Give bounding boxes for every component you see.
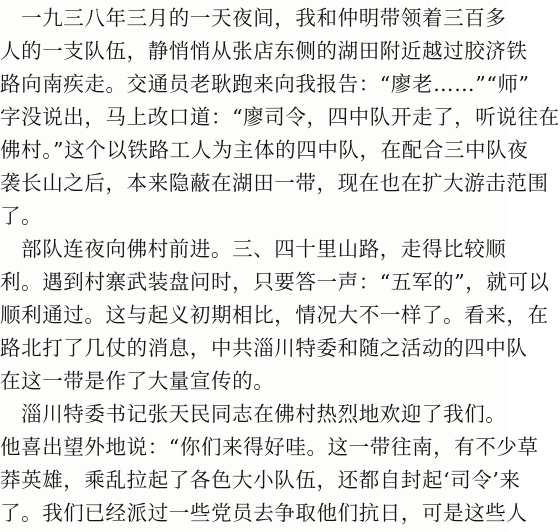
text-line-4: 字没说出，马上改口道：“廖司令，四中队开走了，听说往在 [0, 105, 560, 129]
text-line-8: 部队连夜向佛村前进。三、四十里山路，走得比较顺 [0, 237, 507, 261]
text-line-6: 袭长山之后，本来隐蔽在湖田一带，现在也在扩大游击范围 [0, 171, 549, 195]
text-line-16: 了。我们已经派过一些党员去争取他们抗日，可是这些人 [0, 501, 528, 525]
text-line-14: 他喜出望外地说：“你们来得好哇。这一带往南，有不少草 [0, 435, 539, 459]
text-line-10: 顺利通过。这与起义初期相比，情况大不一样了。看来，在 [0, 303, 549, 327]
text-line-12: 在这一带是作了大量宣传的。 [0, 369, 275, 393]
text-line-9: 利。遇到村寨武装盘问时，只要答一声：“五军的”，就可以 [0, 270, 550, 294]
text-line-15: 莽英雄，乘乱拉起了各色大小队伍，还都自封起‘司令’来 [0, 468, 521, 492]
text-line-7: 了。 [0, 204, 43, 228]
text-line-2: 人的一支队伍，静悄悄从张店东侧的湖田附近越过胶济铁 [0, 39, 528, 63]
text-line-11: 路北打了几仗的消息，中共淄川特委和随之活动的四中队 [0, 336, 528, 360]
text-line-3: 路向南疾走。交通员老耿跑来向我报告：“廖老……”“师” [0, 72, 530, 96]
text-line-13: 淄川特委书记张天民同志在佛村热烈地欢迎了我们。 [0, 402, 507, 426]
text-line-5: 佛村。”这个以铁路工人为主体的四中队，在配合三中队夜 [0, 138, 529, 162]
text-line-1: 一九三八年三月的一天夜间，我和仲明带领着三百多 [0, 6, 507, 30]
